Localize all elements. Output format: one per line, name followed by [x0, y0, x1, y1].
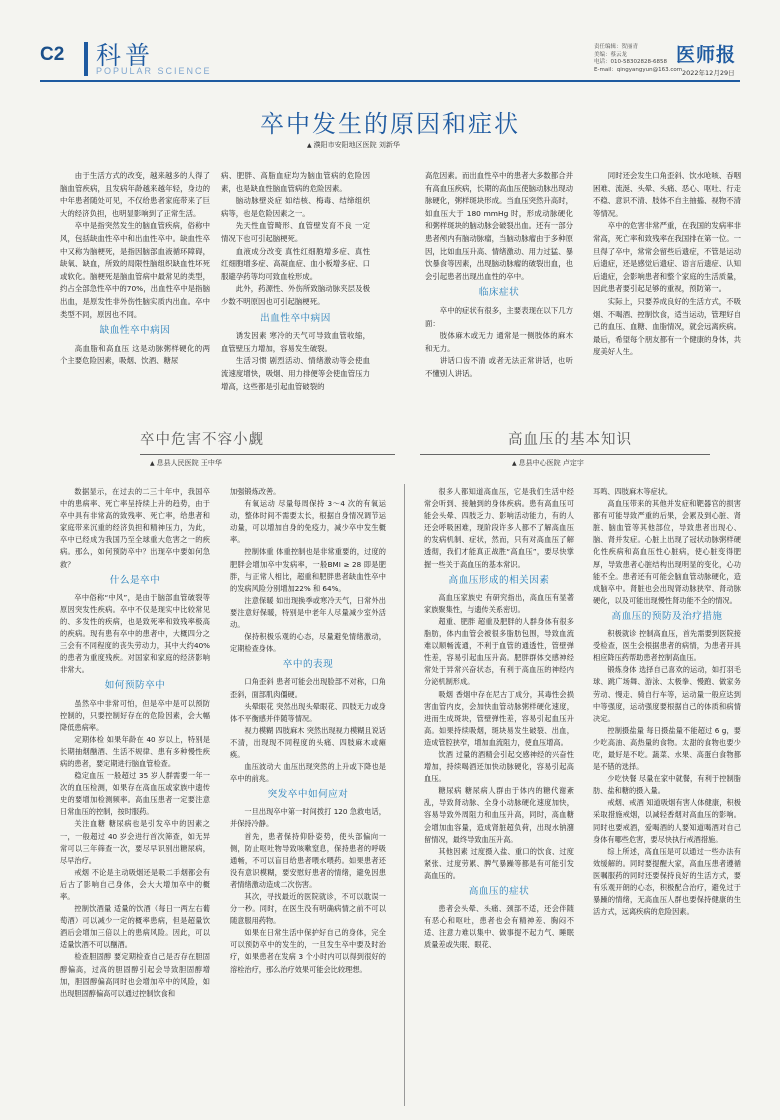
- article-column: 高危因素。而出血性卒中的患者大多数都合并有高血压疾病，长期的高血压使脑动脉出现动脉硬化，粥样斑块形成。当血压突然升高时，如血压大于 180 mmHg 时，形成动脉硬化和粥样斑块的脑动脉会破裂出血。还有一部分患者颅内有脑动脉瘤，当脑动脉瘤由于多种原因，比如血压升高、情绪激动、用力过猛、暴饮暴食等因素，出现脑动脉瘤的破裂出血，也会引起患者出现出血性的卒中。 临床症状 卒中的症状有很多，主要表现在以下几方面： 肢体麻木或无力 通常是一侧肢体的麻木和无力。 讲话口齿不清 或者无法正常讲话，也听不懂别人讲话。: [425, 171, 573, 378]
- title-rule: [140, 454, 395, 455]
- meta-line: 责任编辑：贺丽青: [594, 44, 639, 50]
- section-title: 科普: [96, 41, 155, 70]
- triangle-icon: ▲: [150, 460, 155, 467]
- article-title: 卒中发生的原因和症状: [260, 110, 520, 138]
- triangle-icon: ▲: [512, 460, 517, 467]
- article-column: 由于生活方式的改变，越来越多的人得了脑血管疾病，且发病年龄越来越年轻，身边的中年患者随处可见，不仅给患者家庭带来了巨大的经济负担，也明显影响到了正常生活。 卒中是指突然发生的脑血管疾病，俗称中风，包括缺血性卒中和出血性卒中。缺血性卒中又称为脑梗死，是指因脑部血液循环障碍，缺氧、缺血，所致的局限性脑组织缺血性坏死或软化。脑梗死是脑血管病中最常见的类型，约占全部急性卒中的70%，出血性卒中是指脑出血，是原发性非外伤性脑实质内出血。卒中类型不同，原因也不同。 缺血性卒中病因 高血脂和高血压 这是动脉粥样硬化的两个主要危险因素，吸烟、饮酒、糖尿: [60, 171, 210, 366]
- title-rule: [420, 454, 710, 455]
- article-column: 同时还会发生口角歪斜、饮水呛咳、吞咽困难、流涎、头晕、头痛、恶心、呕吐、行走不稳、意识不清、肢体不自主抽搐、视物不清等情况。 卒中的危害非常严重，在我国的发病率非常高，死亡率和致残率在我国排在第一位。一旦得了卒中，常常会留些后遗症，不管是运动后遗症，还是感觉后遗症、语言后遗症、认知后遗症，会影响患者和整个家庭的生活质量，因此患者要引起足够的重视，预防第一。 实际上，只要养成良好的生活方式，不吸烟、不喝酒、控制饮食，适当运动，管理好自己的血压、血糖、血脂情况，就会远离疾病。最后，希望每个朋友都有一个健康的身体，共度美好人生。: [593, 171, 741, 357]
- editor-info: [594, 44, 682, 74]
- subheading: 什么是卒中: [109, 574, 161, 586]
- article-column: 病、肥胖、高脂血症均为脑血管病的危险因素，也是缺血性脑血管病的危险因素。 脑动脉壁炎症 如结核、梅毒、结缔组织病等，也是危险因素之一。 先天性血管畸形、血管壁发育不良 一定情况下也可引起脑梗死。 血液成分改变 真性红细胞增多症、真性红细胞增多症、高凝血症、血小板增多症、口服避孕药等均可致血栓形成。 此外，药源性、外伤所致脑动脉夹层及极少数不明原因也可引起脑梗死。 出血性卒中病因 诱发因素 寒冷的天气可导致血管收缩，血管壁压力增加，容易发生破裂。 生活习惯 剧烈活动、情绪激动等会使血流速度增快，吸烟、用力排便等会使血管压力增高，这些都是引起血管破裂的: [221, 171, 370, 391]
- meta-line: 电话：010-58302828-6858: [594, 59, 667, 65]
- subheading: 出血性卒中病因: [260, 312, 331, 324]
- meta-line: 美编：蔡云龙: [594, 51, 628, 58]
- article-byline: ▲ 濮阳市安阳地区医院 刘新华: [307, 141, 400, 149]
- column-divider: [404, 484, 405, 1106]
- section-subtitle: POPULAR SCIENCE: [96, 66, 212, 76]
- subheading: 如何预防卒中: [104, 680, 166, 692]
- subheading: 突发卒中如何应对: [267, 789, 349, 801]
- article-title: 高血压的基本知识: [508, 432, 632, 448]
- page-header: [0, 0, 780, 86]
- article-column: 数据显示，在过去的二三十年中，我国卒中的患病率、死亡率呈持续上升的趋势，由于卒中具有非常高的致残率、死亡率，给患者和家庭带来沉重的经济负担和精神压力，为此，卒中已经成为我国乃至全球重大危害之一的疾病。那么，如何预防卒中？出现卒中要如何急救？ 什么是卒中 卒中俗称“中风”，是由于脑部血管破裂等原因突发性疾病。卒中不仅是现实中比较常见的、多发性的疾病，也是致死率和致残率极高的疾病。现有患有卒中的患者中，大概四分之三会有不同程度的丧失劳动力，其中大约40%的患者为重度残疾。对国家和家庭的经济影响非常大。 如何预防卒中 虽然卒中非常可怕，但是卒中是可以预防控制的，只要控制好存在的危险因素，会大幅降低患病率。 定期体检 如果年龄在 40 岁以上，特别是长期抽烟酗酒、生活不规律、患有多种慢性疾病的患者，要定期进行脑血管检查。 稳定血压 一般超过 35 岁人群需要一年一次的血压检测，如果存在高血压或家族中遗传史的要增加检测频率。高血压患者一定要注意日常血压的控制，按时服药。 关注血糖 糖尿病也是引发卒中的因素之一，一般超过 40 岁会进行首次筛查，如无异常可以三年筛查一次，要尽早识别出糖尿病，尽早治疗。 戒烟 不论是主动吸烟还是吸二手烟都会有后古了影响自己身体，会大大增加卒中的概率。 控制饮酒量 适量的饮酒（每日一两左右葡萄酒）可以减少一定的概率患病，但是超量饮酒后会增加三倍以上的患病风险。因此，可以适量饮酒不可以酗酒。 检查胆固醇 要定期检查自己是否存在胆固醇偏高，过高的胆固醇引起会导致胆固醇增加，胆固醇偏高同时也会增加卒中的风险，如出现胆固醇偏高可以通过控制饮食和: [60, 487, 210, 998]
- issue-date: 2022年12月29日: [682, 69, 735, 77]
- article-column: 加强锻炼改善。 有氧运动 尽量每周保持 3～4 次的有氧运动，整体时间不需要太长，根据自身情况调节运动量，可以增加自身的免疫力，减少卒中发生概率。 控制体重 体重控制也是非常重要的，过度的肥胖会增加卒中发病率，一般BMI ≥ 28 即是肥胖，与正常人相比，超重和肥胖患者缺血性卒中的发病风险分别增加22% 和 64%。 注意保暖 如出现换季或寒冷天气，日常外出要注意好保暖，特别是中老年人尽量减少室外活动。 保持积极乐观的心态，尽量避免情绪激动，定期检查身体。 卒中的表现 口角歪斜 患者可能会出现脸部不对称，口角歪斜，面部肌肉僵硬。 头晕眼花 突然出现头晕眼花、四肢无力或身体不平衡感并伴随等情况。 视力模糊 四肢麻木 突然出现视力模糊且说话不清，出现现不同程度的头痛、四肢麻木或瘫痪。 血压波动大 血压出现突然的上升或下降也是卒中的前兆。 突发卒中如何应对 一旦出现卒中第一时间拨打 120 急救电话，并保持冷静。 首先，患者保持仰卧姿势，使头部偏向一侧，防止呕吐物导致咳嗽窒息，保持患者的呼吸通畅，不可以盲目给患者喂水喂药。如果患者还没有意识模糊，要安慰好患者的情绪，避免因患者情绪激动造成二次伤害。 其次，寻找最近的医院就诊，不可以耽误一分一秒。同时，在医生没有明确病情之前不可以随意服用药物。 如果在日常生活中保护好自己的身体，完全可以预防卒中的发生的，一旦发生卒中要及时治疗，如果患者在发病 3 个小时内可以得到很好的溶栓治疗，那么治疗效果可能会比较理想。: [230, 487, 386, 974]
- section-divider: [84, 42, 88, 76]
- article-title: 卒中危害不容小觑: [140, 432, 264, 448]
- subheading: 临床症状: [478, 287, 520, 299]
- subheading: 高血压的症状: [468, 886, 530, 897]
- article-byline: ▲ 息县人民医院 王中华: [150, 459, 222, 467]
- subheading: 高血压的预防及治疗措施: [611, 610, 723, 622]
- subheading: 卒中的表现: [282, 659, 334, 671]
- triangle-icon: ▲: [307, 142, 312, 149]
- meta-line: E-mail：qingyangyun@163.com: [594, 66, 683, 73]
- newspaper-logo: 医师报: [676, 44, 737, 66]
- subheading: 高血压形成的相关因素: [448, 574, 550, 586]
- subheading: 缺血性卒中病因: [99, 325, 171, 337]
- page-number: C2: [40, 44, 65, 65]
- article-byline: ▲ 息县中心医院 卢定宇: [512, 459, 584, 467]
- header-rule: [40, 80, 740, 82]
- article-column: 耳鸣、四肢麻木等症状。 高血压带来的其他并发症和靶器官的损害都有可能导致严重的后果，会累及到心脏、肾脏、脑血管等其他部位，导致患者出现心、脑、肾并发症。心脏上出现了冠状动脉粥样硬化性疾病和高血压性心脏病，使心脏变得肥厚，导致患者心脏结构出现明显的变化，心功能不全。患者还有可能会脑血管动脉硬化，造成脑卒中。肾脏也会出现肾动脉狭窄、肾动脉硬化，以及可能出现慢性肾功能不全的情况。 高血压的预防及治疗措施 积极就诊 控制高血压，首先需要到医院接受检查，医生会根据患者的病情，为患者开具相应降压药帮助患者控制高血压。 锻炼身体 选择自己喜欢的运动，如打羽毛球、跳广场舞、游泳、太极拳、慢跑、做家务劳动、慢走、骑自行车等，运动量一般应达到中等强度，运动强度要根据自己的体质和病情决定。 控制摄盐量 每日摄盐量不能超过 6 g，要少吃高油、高热量的食物。太甜的食物也要少吃，最好是不吃。蔬菜、水果、高蛋白食物都是不错的选择。 少吃快餐 尽量在家中就餐，有利于控制脂肪、盐和糖的摄入量。 戒烟、戒酒 知道吸烟有害人体健康，积极采取措施戒烟，以减轻香烟对高血压的影响。同时也要戒酒，爱喝酒的人要知道喝酒对自己身体有哪些危害，要尽快执行戒酒措施。 综上所述，高血压是可以通过一些办法有效缓解的。同时要提醒大家，高血压患者遵循医嘱服药的同时还要保持良好的生活方式，要有乐观开朗的心态，积极配合治疗，避免过于暴躁的情绪，无高血压人群也要保持健康的生活方式，远离疾病的危险因素。: [593, 487, 741, 917]
- article-column: 很多人都知道高血压，它是我们生活中经常会听到、接触到的身体疾病。患有高血压可能会头晕、四肢乏力、影响活动能力，有的人还会呼吸困难，现阶段许多人都不了解高血压的发病机制、症状，然而，只有对高血压了解透彻，我们才能真正战胜“高血压”，要尽快掌握一些关于高血压的基本常识。 高血压形成的相关因素 高血压家族史 有研究指出，高血压有显著家族聚集性，与遗传关系密切。 超重、肥胖 超重及肥胖的人群身体有很多脂肪，体内血管会被很多脂肪包围，导致血流难以顺畅流通，不利于血管的通透性，管壁弹性差，容易引起血压升高。肥胖群体交感神经常处于异常兴奋状态，有利于高血压的神经内分泌机制形成。 吸烟 香烟中存在尼古丁成分，其毒性会损害血管内皮，会加快血管动脉粥样硬化速度，进而生成斑块，管壁弹性差，容易引起血压升高。如果持续吸烟，斑块易发生破裂、出血，造成管腔狭窄，增加血流阻力，使血压增高。 饮酒 过量的酒精会引起交感神经的兴奋性增加，持续喝酒还加快动脉硬化，容易引起高血压。 糖尿病 糖尿病人群由于体内的糖代谢紊乱，导致肾动脉、全身小动脉硬化速度加快，容易导致外周阻力和血压升高，同时，高血糖会增加血容量，造成肾脏超负荷，出现水钠潴留情况，最终导致血压升高。 其他因素 过度摄入盐、重口的饮食、过度紧张、过度劳累、脾气暴躁等都是有可能引发高血压的。 高血压的症状 患者会头晕、头痛、颈部不适，还会伴随有恶心和呕吐，患者也会有精神差、胸闷不适、注意力难以集中、做事提不起力气、睡眠质量差或失眠、眼花、: [424, 487, 574, 950]
